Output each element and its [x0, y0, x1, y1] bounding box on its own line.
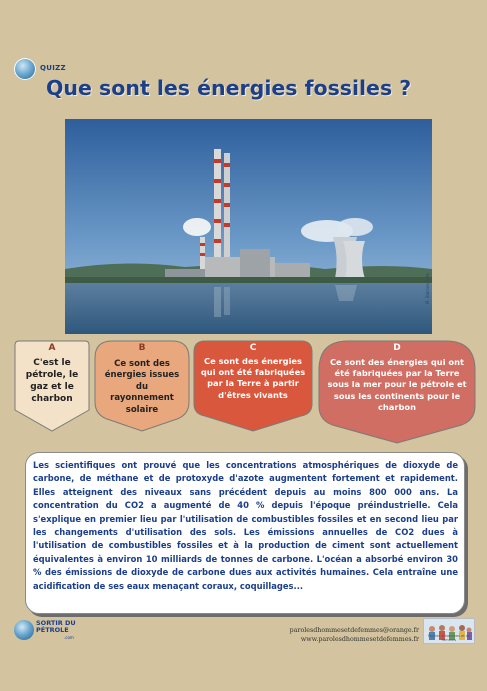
answer-a[interactable]	[14, 340, 90, 432]
footer-brand-sub: .com	[64, 635, 74, 640]
answer-b[interactable]	[94, 340, 190, 432]
footer-brand-line1: SORTIR DU	[36, 619, 76, 627]
contact-block	[290, 626, 419, 644]
info-box	[25, 452, 465, 614]
footer-brand-line2: PÉTROLE	[36, 626, 69, 634]
answer-d-text: Ce sont des énergies qui ont été fabriquées par la Terre sous la mer pour le pétrole et sous les continents pour le charbon	[327, 357, 467, 412]
globe-icon	[14, 620, 34, 640]
answer-b-text: Ce sont des énergies issues du rayonnement solaire	[104, 359, 180, 415]
footer-thumbnail	[423, 618, 475, 644]
page-title: Que sont les énergies fossiles ?	[46, 76, 412, 100]
contact-website[interactable]: www.parolesdhommesetdefemmes.fr	[300, 636, 419, 643]
thumb-caption: Paroles d'hommes et de femmes	[427, 634, 471, 642]
answer-a-letter: A	[48, 343, 56, 353]
globe-icon	[14, 58, 36, 80]
answer-a-text: C'est le pétrole, le gaz et le charbon	[25, 358, 79, 405]
answer-c[interactable]	[193, 340, 313, 432]
footer-logo[interactable]	[14, 618, 78, 644]
info-text: Les scientifiques ont prouvé que les concentrations atmosphériques de dioxyde de carbone, de méthane et de protoxyde d'azote augmentent fortement et rapidement. Elles atteignent des niveaux sans précédent depuis au moins 800 000 ans. La concentration du CO2 a augmenté de 40 % depuis l'époque préindustrielle. Cela s'explique en premier lieu par l'utilisation de combustibles fossiles et en second lieu par les changements d'utilisation des sols. Les émissions annuelles de CO2 dues à l'utilisation de combustibles fossiles et à la production de ciment sont actuellement équivalentes à environ 10 milliards de tonnes de carbone. L'océan a absorbé environ 30 % des émissions de dioxyde de carbone dues aux activités humaines. Cela entraîne une acidification de ses eaux menaçant coraux, coquillages...	[33, 460, 458, 591]
answer-b-letter: B	[138, 343, 146, 353]
answer-c-letter: C	[249, 343, 257, 353]
power-plant-photo	[65, 119, 432, 334]
answer-d[interactable]	[318, 340, 476, 444]
answer-c-text: Ce sont des énergies qui ont été fabriquées par la Terre à partir d'êtres vivants	[200, 356, 306, 400]
power-plant-image	[65, 119, 432, 334]
contact-email[interactable]: parolesdhommesetdefemmes@orange.fr	[289, 627, 419, 634]
quiz-label: QUIZZ	[40, 64, 66, 72]
photo-credit: M. Balmes Rufe	[425, 272, 430, 304]
footer-brand	[36, 620, 76, 634]
answer-d-letter: D	[393, 343, 401, 353]
